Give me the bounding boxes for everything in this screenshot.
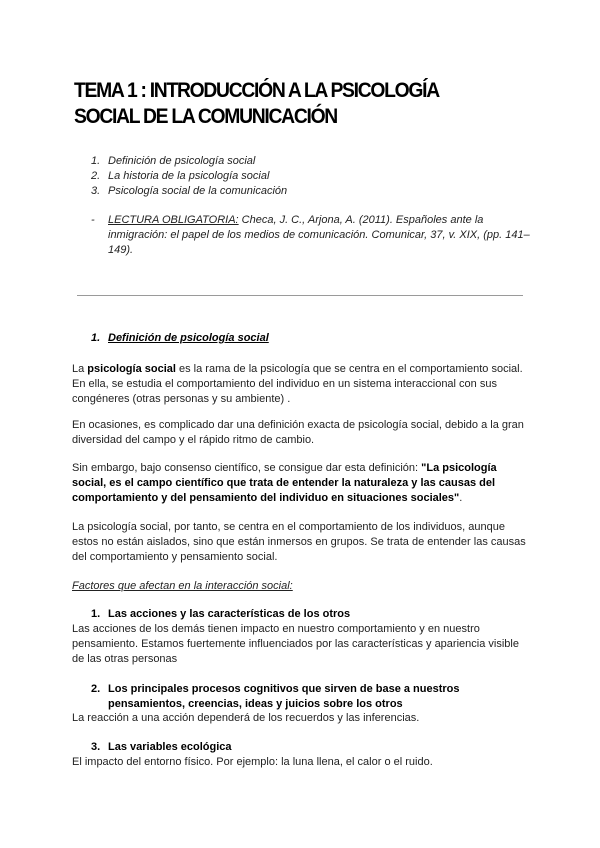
mandatory-reading <box>91 213 531 258</box>
factor-heading <box>91 682 511 712</box>
factor-number: 2. <box>91 683 101 695</box>
reading-label: LECTURA OBLIGATORIA: <box>108 214 239 226</box>
toc-item-number: 1. <box>91 155 101 167</box>
section-title: Definición de psicología social <box>108 332 269 344</box>
factor-title: Las variables ecológica <box>108 741 232 753</box>
bold-definition: "La psicología social, es el campo científico que trata de entender la naturaleza y las causas del comportamiento y del pensamiento del individuo en situaciones sociales" <box>72 462 497 504</box>
factor-text: La reacción a una acción dependerá de los recuerdos y las inferencias. <box>72 712 420 724</box>
document-title: TEMA 1 : INTRODUCCIÓN A LA PSICOLOGÍA SOCIAL DE LA COMUNICACIÓN <box>74 79 439 128</box>
paragraph-text: Sin embargo, bajo consenso científico, se consigue dar esta definición: <box>72 462 422 474</box>
toc-item-label: La historia de la psicología social <box>108 170 270 182</box>
factor-title: Los principales procesos cognitivos que sirven de base a nuestros pensamientos, creencias, ideas y juicios sobre los otros <box>108 683 460 710</box>
reading-body <box>108 213 531 258</box>
section-number: 1. <box>91 332 101 344</box>
section-heading <box>91 331 269 346</box>
paragraph-difficulty: En ocasiones, es complicado dar una definición exacta de psicología social, debido a la gran diversidad del campo y el rápido ritmo de cambio. <box>72 419 524 446</box>
toc-item <box>91 184 287 199</box>
factor-number: 1. <box>91 608 101 620</box>
factor-number: 3. <box>91 741 101 753</box>
factors-heading: Factores que afectan en la interacción social: <box>72 580 293 592</box>
toc-item-label: Definición de psicología social <box>108 155 256 167</box>
factor-text: Las acciones de los demás tienen impacto en nuestro comportamiento y en nuestro pensamiento. Estamos fuertemente influenciados por las características y apariencia visible de las otras personas <box>72 623 519 665</box>
toc-item <box>91 169 287 184</box>
table-of-contents <box>91 154 287 199</box>
toc-item-number: 3. <box>91 185 101 197</box>
toc-item-number: 2. <box>91 170 101 182</box>
toc-item-label: Psicología social de la comunicación <box>108 185 288 197</box>
factor-heading <box>91 740 511 755</box>
bold-term: psicología social <box>87 363 176 375</box>
paragraph-definition <box>72 362 532 407</box>
toc-item <box>91 154 287 169</box>
horizontal-divider <box>77 295 523 296</box>
reading-citation: Checa, J. C., Arjona, A. (2011). Españoles ante la inmigración: el papel de los medios de comunicación. Comunicar, 37, v. XIX, (pp. 141– 149). <box>108 214 530 256</box>
paragraph-text: . <box>459 492 463 504</box>
factor-text: El impacto del entorno físico. Por ejemplo: la luna llena, el calor o el ruido. <box>72 756 433 768</box>
factor-title: Las acciones y las características de los otros <box>108 608 351 620</box>
paragraph-summary: La psicología social, por tanto, se centra en el comportamiento de los individuos, aunque estos no están aislados, sino que están inmersos en grupos. Se trata de entender las causas del comportamiento y pensamiento social. <box>72 521 526 563</box>
paragraph-text: es la rama de la psicología que se centra en el comportamiento social. En ella, se estudia el comportamiento del individuo en un sistema interaccional con sus congéneres (otras personas y su ambiente) . <box>72 363 523 405</box>
paragraph-consensus <box>72 461 532 506</box>
reading-dash: - <box>91 214 95 226</box>
factor-heading <box>91 607 511 622</box>
paragraph-text: La <box>72 363 88 375</box>
